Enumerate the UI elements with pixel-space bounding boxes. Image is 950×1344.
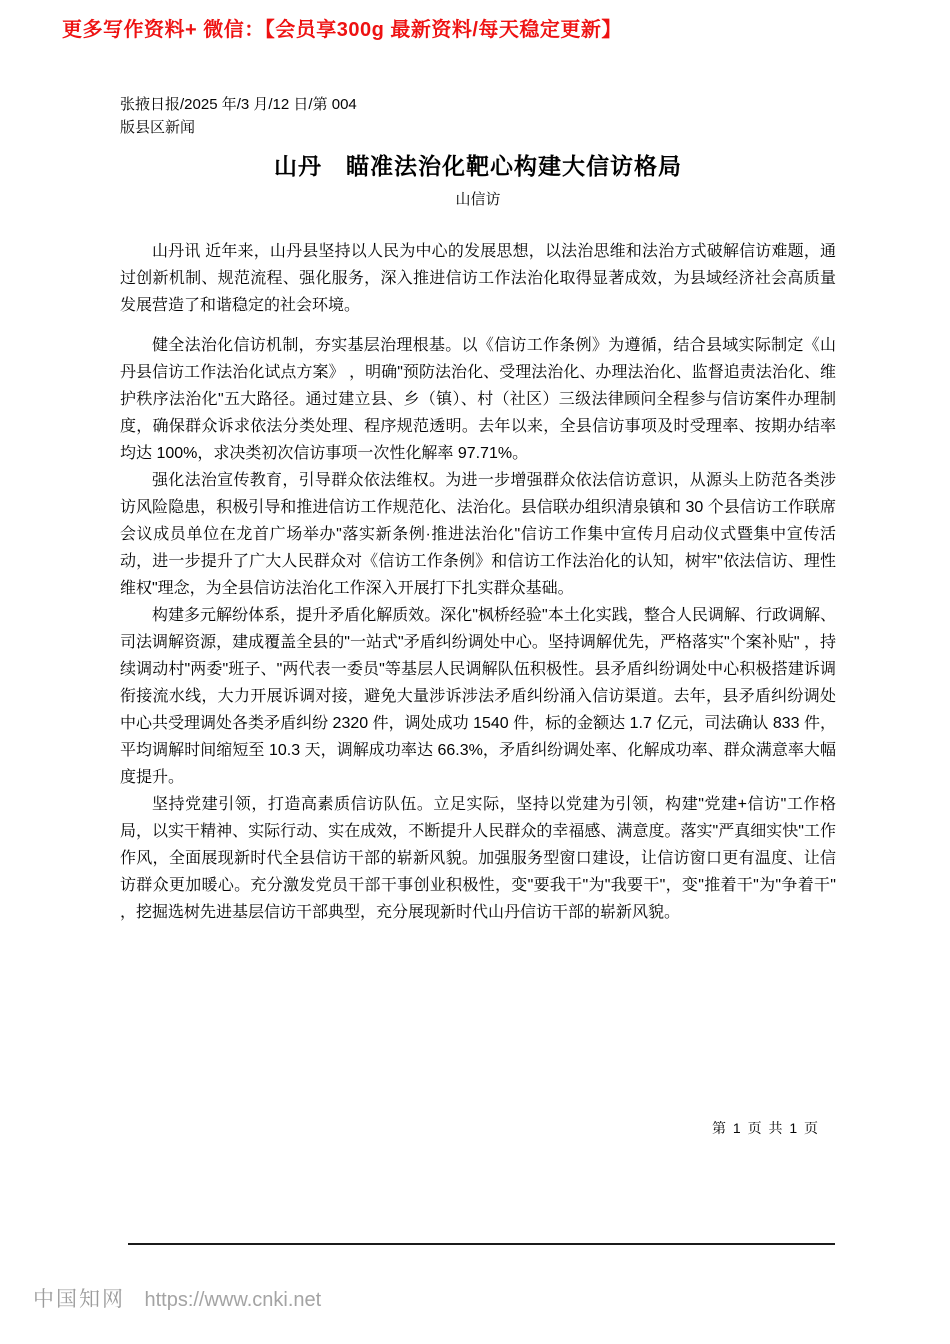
- page-footer: [33, 1283, 321, 1313]
- page-number: 第 1 页 共 1 页: [712, 1120, 820, 1136]
- paragraph-mediation: 构建多元解纷体系，提升矛盾化解质效。深化"枫桥经验"本土化实践，整合人民调解、行政调解、司法调解资源，建成覆盖全县的"一站式"矛盾纠纷调处中心。坚持调解优先，严格落实"个案补贴" ，持续调动村"两委"班子、"两代表一委员"等基层人民调解队伍积极性。县矛盾纠纷调处中心积极搭建诉调衔接流水线，大力开展诉调对接，避免大量涉诉涉法矛盾纠纷涌入信访渠道。去年，县矛盾纠纷调处中心共受理调处各类矛盾纠纷 2320 件，调处成功 1540 件，标的金额达 1.7 亿元，司法确认 833 件，平均调解时间缩短至 10.3 天，调解成功率达 66.3%，矛盾纠纷调处率、化解成功率、群众满意率大幅度提升。: [120, 607, 836, 786]
- promo-banner: 更多写作资料+ 微信：【会员享300g 最新资料/每天稳定更新】: [62, 19, 622, 41]
- article-title: 山丹 瞄准法治化靶心构建大信访格局: [274, 153, 682, 179]
- cnki-url: https://www.cnki.net: [144, 1289, 322, 1311]
- source-info: [120, 93, 836, 139]
- footer-divider: [128, 1243, 835, 1245]
- source-line-1: 张掖日报/2025 年/3 月/12 日/第 004: [120, 96, 357, 113]
- article-author: 山信访: [455, 191, 501, 208]
- source-line-2: 版县区新闻: [120, 119, 196, 136]
- paragraph-party-building: 坚持党建引领，打造高素质信访队伍。立足实际，坚持以党建为引领，构建"党建+信访"工作格局，以实干精神、实际行动、实在成效，不断提升人民群众的幸福感、满意度。落实"严真细实快"工作作风，全面展现新时代全县信访干部的崭新风貌。加强服务型窗口建设，让信访窗口更有温度、让信访群众更加暖心。充分激发党员干部干事创业积极性，变"要我干"为"我要干"，变"推着干"为"争着干" ，挖掘选树先进基层信访干部典型，充分展现新时代山丹信访干部的崭新风貌。: [120, 796, 836, 921]
- paragraph-education: 强化法治宣传教育，引导群众依法维权。为进一步增强群众依法信访意识，从源头上防范各类涉访风险隐患，积极引导和推进信访工作规范化、法治化。县信联办组织清泉镇和 30 个县信访工作联席会议成员单位在龙首广场举办"落实新条例·推进法治化"信访工作集中宣传月启动仪式暨集中宣传活动，进一步提升了广大人民群众对《信访工作条例》和信访工作法治化的认知，树牢"依法信访、理性维权"理念，为全县信访法治化工作深入开展打下扎实群众基础。: [120, 472, 836, 597]
- paragraph-lead: 山丹讯 近年来，山丹县坚持以人民为中心的发展思想，以法治思维和法治方式破解信访难题，通过创新机制、规范流程、强化服务，深入推进信访工作法治化取得显著成效，为县域经济社会高质量发展营造了和谐稳定的社会环境。: [120, 243, 836, 314]
- document-content: [120, 93, 836, 926]
- cnki-brand-logo: 中国知网: [33, 1288, 125, 1311]
- paragraph-mechanism: 健全法治化信访机制，夯实基层治理根基。以《信访工作条例》为遵循，结合县域实际制定《山丹县信访工作法治化试点方案》 ，明确"预防法治化、受理法治化、办理法治化、监督追责法治化、维护秩序法治化"五大路径。通过建立县、乡（镇）、村（社区）三级法律顾问全程参与信访案件办理制度，确保群众诉求依法分类处理、程序规范透明。去年以来，全县信访事项及时受理率、按期办结率均达 100%，求决类初次信访事项一次性化解率 97.71%。: [120, 337, 836, 462]
- article-body: [120, 238, 836, 926]
